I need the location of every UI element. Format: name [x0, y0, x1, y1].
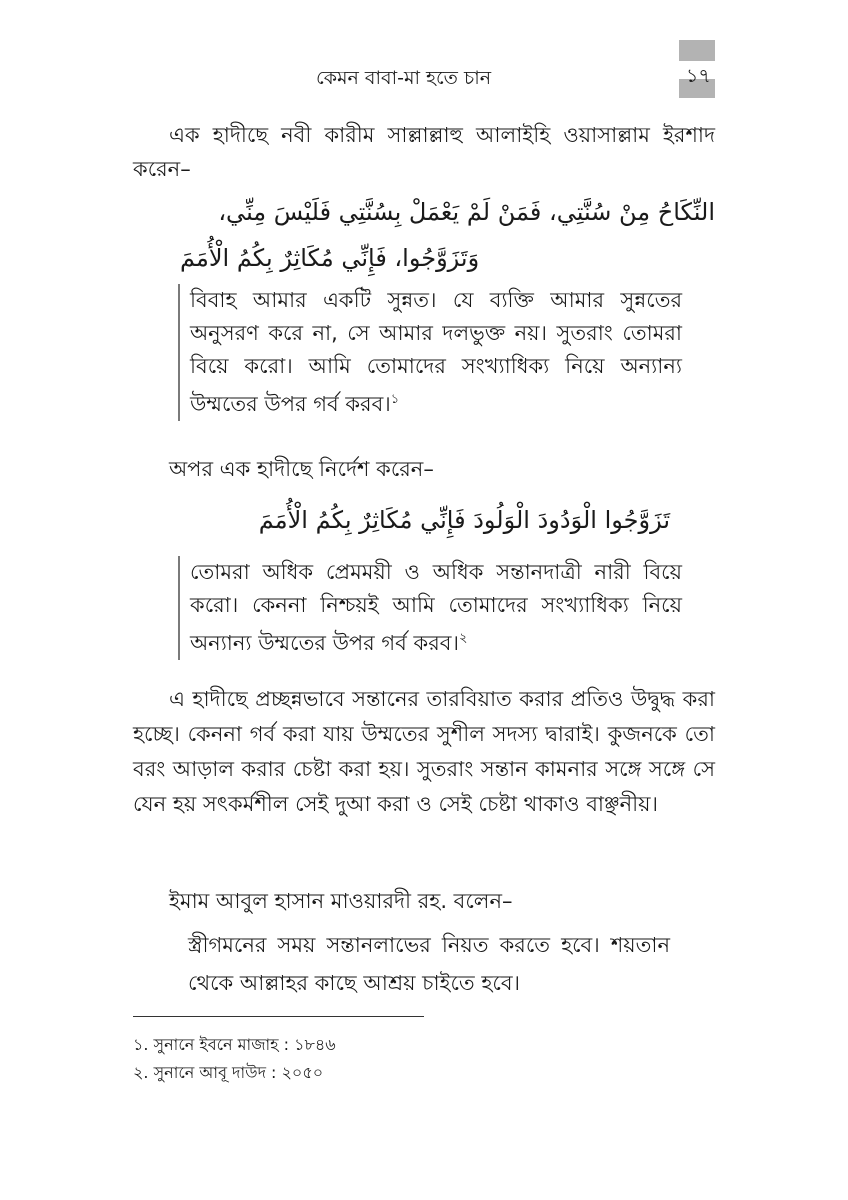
running-header: কেমন বাবা-মা হতে চান	[316, 67, 492, 89]
second-hadith-intro: অপর এক হাদীছে নির্দেশ করেন–	[169, 457, 434, 481]
arabic-hadith-1-line-2: وَتَزَوَّجُوا، فَإِنِّي مُكَاثِرٌ بِكُمُ الْأُمَمَ	[180, 244, 480, 272]
translation-quote-2	[178, 556, 682, 660]
translation-quote-1	[178, 284, 682, 421]
translation-quote-1-text: বিবাহ আমার একটি সুন্নত। যে ব্যক্তি আমার সুন্নতের অনুসরণ করে না, সে আমার দলভুক্ত নয়। সুতরাং তোমরা বিয়ে করো। আমি তোমাদের সংখ্যাধিক্য নিয়ে অন্যান্য উম্মতের উপর গর্ব করব।	[190, 288, 682, 416]
footnote-2: ২. সুনানে আবূ দাউদ : ২০৫০	[133, 1063, 324, 1082]
footnote-ref-2: ২	[458, 631, 468, 646]
intro-paragraph: এক হাদীছে নবী কারীম সাল্লাল্লাহু আলাইহি ওয়াসাল্লাম ইরশাদ করেন–	[133, 123, 715, 181]
arabic-hadith-2: تَزَوَّجُوا الْوَدُودَ الْوَلُودَ فَإِنِّي مُكَاثِرٌ بِكُمُ الْأُمَمَ	[258, 506, 670, 534]
imam-quote: স্ত্রীগমনের সময় সন্তানলাভের নিয়ত করতে হবে। শয়তান থেকে আল্লাহর কাছে আশ্রয় চাইতে হবে।	[188, 933, 670, 995]
page-number: ১৭	[686, 65, 711, 87]
footnote-1: ১. সুনানে ইবনে মাজাহ : ১৮৪৬	[133, 1035, 336, 1054]
quote-attribution: ইমাম আবুল হাসান মাওয়ারদী রহ. বলেন–	[169, 889, 513, 913]
commentary-paragraph: এ হাদীছে প্রচ্ছন্নভাবে সন্তানের তারবিয়াত করার প্রতিও উদ্বুদ্ধ করা হচ্ছে। কেননা গর্ব করা যায় উম্মতের সুশীল সদস্য দ্বারাই। কুজনকে তো বরং আড়াল করার চেষ্টা করা হয়। সুতরাং সন্তান কামনার সঙ্গে সঙ্গে সে যেন হয় সৎকর্মশীল সেই দুআ করা ও সেই চেষ্টা থাকাও বাঞ্ছনীয়।	[133, 687, 715, 816]
translation-quote-2-text: তোমরা অধিক প্রেমময়ী ও অধিক সন্তানদাত্রী নারী বিয়ে করো। কেননা নিশ্চয়ই আমি তোমাদের সংখ্যাধিক্য নিয়ে অন্যান্য উম্মতের উপর গর্ব করব।	[190, 560, 682, 655]
footnote-separator	[133, 1016, 424, 1017]
footnote-ref-1: ১	[390, 392, 400, 407]
arabic-hadith-1-line-1: النِّكَاحُ مِنْ سُنَّتِي، فَمَنْ لَمْ يَعْمَلْ بِسُنَّتِي فَلَيْسَ مِنِّي،	[218, 198, 715, 226]
